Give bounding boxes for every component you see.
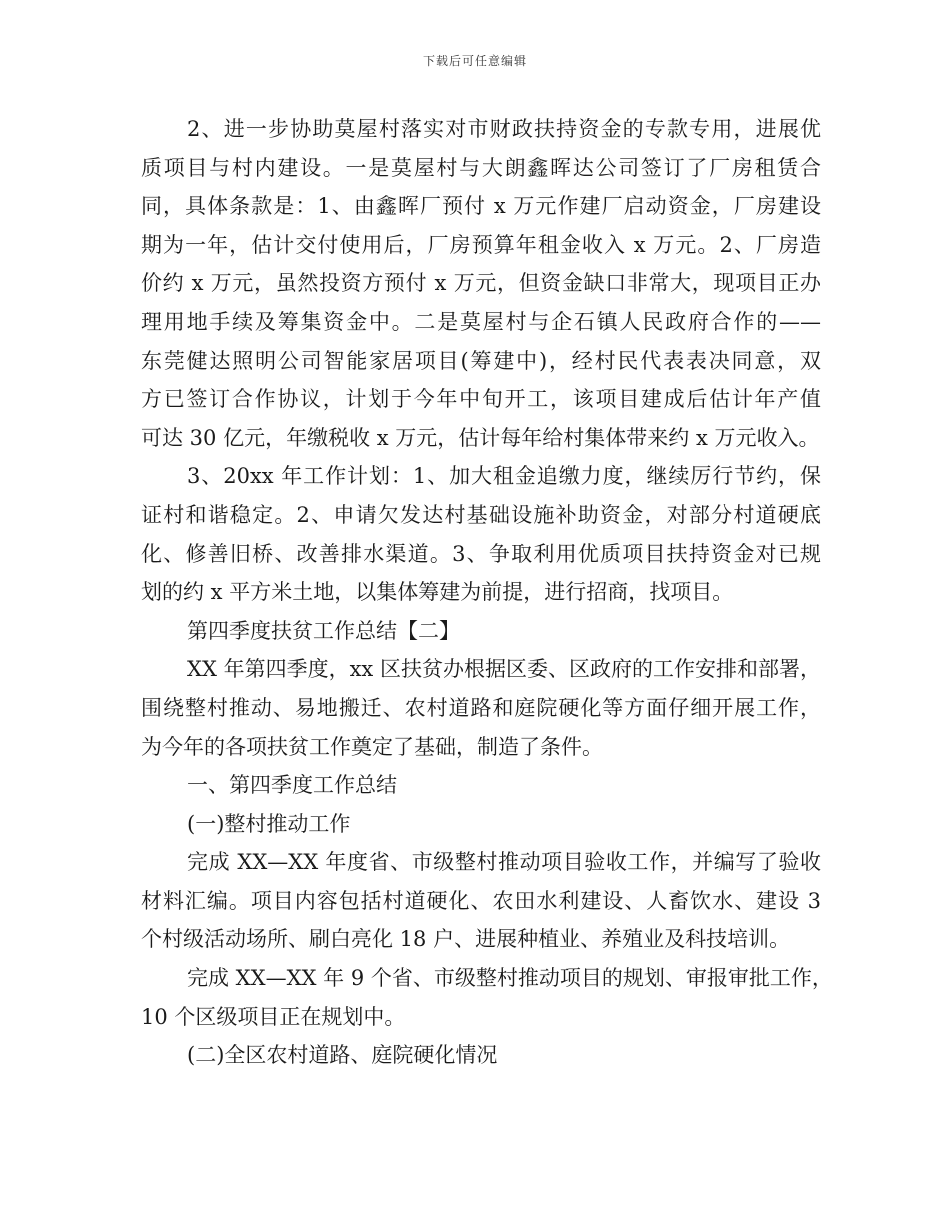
- paragraph-line: 围绕整村推动、易地搬迁、农村道路和庭院硬化等方面仔细开展工作，: [141, 695, 821, 720]
- paragraph-line: 划的约 x 平方米土地，以集体筹建为前提，进行招商，找项目。: [141, 580, 734, 605]
- paragraph-line: 证村和谐稳定。2、申请欠发达村基础设施补助资金，对部分村道硬底: [141, 502, 821, 527]
- paragraph-line: 同，具体条款是：1、由鑫晖厂预付 x 万元作建厂启动资金，厂房建设: [141, 194, 821, 219]
- subsection-heading: (二)全区农村道路、庭院硬化情况: [187, 1043, 498, 1068]
- paragraph-line: 价约 x 万元，虽然投资方预付 x 万元，但资金缺口非常大，现项目正办: [141, 271, 821, 296]
- paragraph-line: 东莞健达照明公司智能家居项目(筹建中)，经村民代表表决同意，双: [141, 348, 821, 373]
- paragraph-line: XX 年第四季度，xx 区扶贫办根据区委、区政府的工作安排和部署，: [187, 657, 821, 682]
- section-heading: 第四季度扶贫工作总结【二】: [187, 618, 460, 643]
- paragraph-line: 方已签订合作协议，计划于今年中旬开工，该项目建成后估计年产值: [141, 387, 821, 412]
- subsection-heading: (一)整村推动工作: [187, 811, 351, 836]
- paragraph-line: 期为一年，估计交付使用后，厂房预算年租金收入 x 万元。2、厂房造: [141, 232, 821, 257]
- paragraph-line: 质项目与村内建设。一是莫屋村与大朗鑫晖达公司签订了厂房租赁合: [141, 155, 821, 180]
- paragraph-line: 可达 30 亿元，年缴税收 x 万元，估计每年给村集体带来约 x 万元收入。: [141, 425, 820, 450]
- page-header: 下载后可任意编辑: [422, 54, 527, 68]
- paragraph-line: 理用地手续及筹集资金中。二是莫屋村与企石镇人民政府合作的——: [141, 309, 821, 334]
- paragraph-line: 10 个区级项目正在规划中。: [141, 1004, 406, 1029]
- paragraph-line: 完成 XX—XX 年 9 个省、市级整村推动项目的规划、审报审批工作，: [187, 966, 833, 991]
- paragraph-line: 材料汇编。项目内容包括村道硬化、农田水利建设、人畜饮水、建设 3: [141, 888, 821, 913]
- paragraph-line: 个村级活动场所、刷白亮化 18 户、进展种植业、养殖业及科技培训。: [141, 927, 791, 952]
- paragraph-line: 2、进一步协助莫屋村落实对市财政扶持资金的专款专用，进展优: [187, 117, 821, 141]
- paragraph-line: 为今年的各项扶贫工作奠定了基础，制造了条件。: [141, 734, 603, 759]
- document-body: [141, 110, 833, 1075]
- paragraph-line: 完成 XX—XX 年度省、市级整村推动项目验收工作，并编写了验收: [187, 850, 821, 875]
- paragraph-line: 3、20xx 年工作计划：1、加大租金追缴力度，继续厉行节约，保: [187, 464, 821, 489]
- section-heading: 一、第四季度工作总结: [187, 773, 397, 798]
- paragraph-line: 化、修善旧桥、改善排水渠道。3、争取利用优质项目扶持资金对已规: [141, 541, 821, 566]
